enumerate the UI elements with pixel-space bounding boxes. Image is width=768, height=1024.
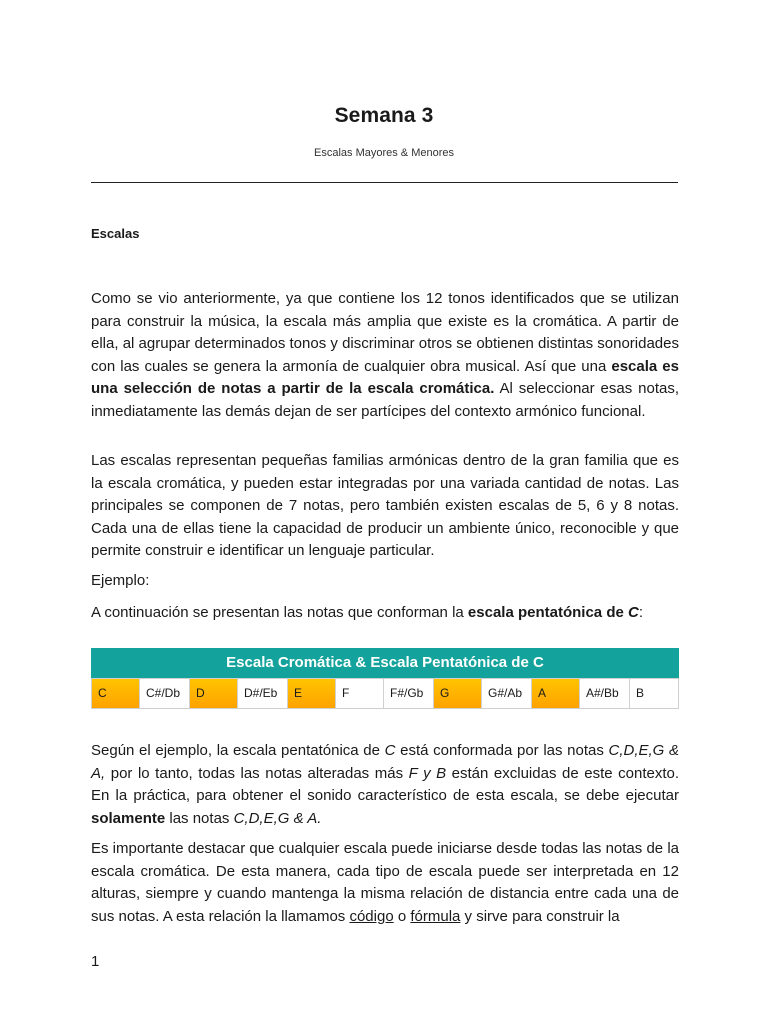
formula-text-1: Es importante destacar que cualquier escala puede iniciarse desde todas las notas de la escala cromática. De esta manera, cada tipo de escala puede ser interpretada en 12 alturas, siempre y cuando mantenga la misma relación de distancia entre cada una de sus notas. A esta relación la llamamos <box>91 840 679 925</box>
formula-text-3: y sirve para construir la <box>460 907 620 925</box>
explanation-text-4: están excluidas de este contexto. En la práctica, para obtener el sonido característico de esta escala, se debe ejecutar <box>91 764 680 805</box>
scale-table-row <box>91 678 679 709</box>
note-cell: F#/Gb <box>384 679 434 708</box>
note-cell: E <box>288 679 336 708</box>
paragraph-formula <box>91 838 679 928</box>
explanation-bold-solamente: solamente <box>91 809 166 827</box>
link-formula[interactable]: fórmula <box>410 907 461 925</box>
note-cell: G <box>434 679 482 708</box>
explanation-italic-fb: F y B <box>408 764 447 782</box>
paragraph-example-intro <box>91 602 679 625</box>
explanation-italic-notes: C,D,E,G & A, <box>91 742 679 782</box>
explanation-text-5: las notas <box>165 809 234 827</box>
explanation-text-1: Según el ejemplo, la escala pentatónica de <box>91 742 385 759</box>
example-intro-colon: : <box>638 604 644 621</box>
page-title: Semana 3 <box>334 104 434 127</box>
scale-table <box>91 648 679 709</box>
formula-text-2: o <box>393 907 411 925</box>
paragraph-families: Las escalas representan pequeñas familias armónicas dentro de la gran familia que es la escala cromática, y pueden estar integradas por una variada cantidad de notas. Las principales se componen de 7 notas, pero también existen escalas de 5, 6 y 8 notas. Cada una de ellas tiene la capacidad de producir un ambiente único, reconocible y que permite construir e identificar un lenguaje particular. <box>91 452 679 560</box>
note-cell: F <box>336 679 384 708</box>
note-cell: C <box>92 679 140 708</box>
explanation-text-2: está conformada por las notas <box>395 742 609 759</box>
page-number: 1 <box>91 953 100 970</box>
paragraph-example-label: Ejemplo: <box>91 572 150 589</box>
example-intro-text: A continuación se presentan las notas que conforman la <box>91 604 468 621</box>
note-cell: A#/Bb <box>580 679 630 708</box>
header-divider <box>91 182 678 183</box>
explanation-italic-notes-2: C,D,E,G & A. <box>233 809 322 827</box>
explanation-text-3: por lo tanto, todas las notas alteradas más <box>105 764 409 782</box>
paragraph-intro-text-2: Al seleccionar esas notas, inmediatamente las demás dejan de ser partícipes del contexto armónico funcional. <box>91 380 679 420</box>
paragraph-intro-text-1: Como se vio anteriormente, ya que contiene los 12 tonos identificados que se utilizan para construir la música, la escala más amplia que existe es la cromática. A partir de ella, al agrupar determinados tonos y discriminar otros se obtienen distintas sonoridades con las cuales se genera la armonía de cualquier obra musical. Así que una <box>91 290 679 375</box>
paragraph-intro <box>91 288 679 424</box>
note-cell: D#/Eb <box>238 679 288 708</box>
section-heading: Escalas <box>91 226 140 241</box>
paragraph-intro-bold: escala es una selección de notas a partir de la escala cromática. <box>91 357 679 398</box>
note-cell: A <box>532 679 580 708</box>
explanation-italic-c: C <box>384 742 396 759</box>
example-intro-bold-note: C <box>628 604 639 621</box>
link-codigo[interactable]: código <box>349 907 394 925</box>
scale-table-header: Escala Cromática & Escala Pentatónica de C <box>91 648 679 678</box>
note-cell: C#/Db <box>140 679 190 708</box>
paragraph-explanation <box>91 740 679 830</box>
example-intro-bold: escala pentatónica de <box>467 604 628 621</box>
page-subtitle: Escalas Mayores & Menores <box>314 147 454 159</box>
note-cell: G#/Ab <box>482 679 532 708</box>
note-cell: B <box>636 686 645 700</box>
note-cell: D <box>190 679 238 708</box>
